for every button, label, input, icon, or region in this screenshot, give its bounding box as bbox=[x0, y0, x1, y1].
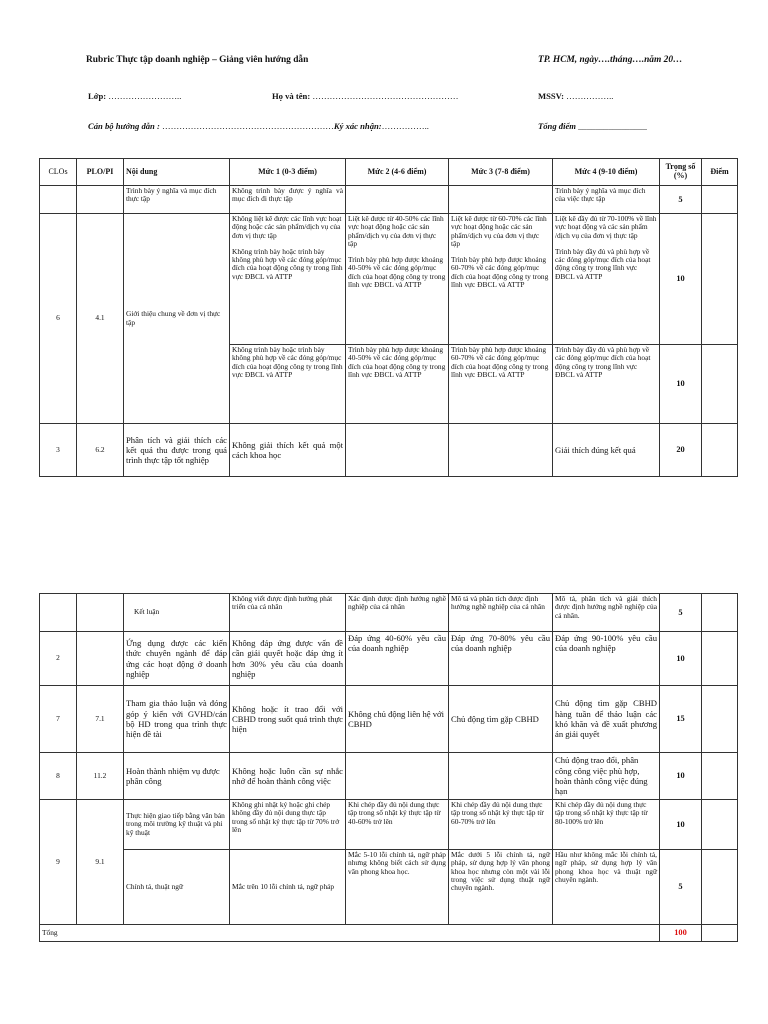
lop-field bbox=[88, 91, 181, 101]
muc3-cell: Đáp ứng 70-80% yêu cầu của doanh nghiệp bbox=[449, 632, 553, 686]
muc2-cell bbox=[346, 214, 449, 345]
col-muc4: Mức 4 (9-10 điểm) bbox=[553, 159, 660, 186]
canbo-label: Cán bộ hướng dẫn : bbox=[88, 121, 160, 131]
muc3-cell: Trình bày phù hợp được khoảng 60-70% về các đóng góp/mục đích của hoạt động công ty trong lĩnh vực ĐBCL và ATTP bbox=[449, 345, 553, 424]
muc4-cell: Giải thích đúng kết quả bbox=[553, 424, 660, 477]
muc1-cell: Không viết được định hướng phát triển của cá nhân bbox=[230, 594, 346, 632]
muc2-cell: Khi chép đầy đủ nội dung thực tập trong sổ nhật ký thực tập từ 40-60% trở lên bbox=[346, 800, 449, 850]
lop-dots: …………………….. bbox=[108, 91, 182, 101]
muc3-cell bbox=[449, 424, 553, 477]
score-input[interactable] bbox=[702, 594, 738, 632]
tongdiem-field bbox=[538, 121, 647, 131]
muc2-cell bbox=[346, 424, 449, 477]
muc3-part-a: Liệt kê được từ 60-70% các lĩnh vực hoạt động hoặc các sản phẩm/dịch vụ của đơn vị thực tập bbox=[451, 214, 547, 248]
plo-cell: 4.1 bbox=[77, 214, 124, 424]
muc4-cell: Khi chép đầy đủ nội dung thực tập trong sổ nhật ký thực tập từ 80-100% trở lên bbox=[553, 800, 660, 850]
score-input[interactable] bbox=[702, 850, 738, 925]
table-row bbox=[40, 214, 738, 345]
mssv-dots: …………….. bbox=[566, 91, 614, 101]
muc3-cell: Khi chép đầy đủ nội dung thực tập trong sổ nhật ký thực tập từ 60-70% trở lên bbox=[449, 800, 553, 850]
muc3-part-b: Trình bày phù hợp được khoảng 60-70% về các đóng góp/mục đích của hoạt động công ty trong lĩnh vực ĐBCL và ATTP bbox=[451, 255, 549, 289]
clo-cell: 7 bbox=[40, 686, 77, 753]
muc2-cell: Không chủ động liên hệ với CBHD bbox=[346, 686, 449, 753]
lop-label: Lớp: bbox=[88, 91, 107, 101]
muc3-cell bbox=[449, 186, 553, 214]
table-row bbox=[40, 686, 738, 753]
muc2-cell: Xác định được định hướng nghề nghiệp của cá nhân bbox=[346, 594, 449, 632]
xacnhan-dots: …………….. bbox=[381, 121, 429, 131]
muc4-cell: Mô tả, phân tích và giải thích được định hướng nghề nghiệp của cá nhân. bbox=[553, 594, 660, 632]
col-plo: PLO/PI bbox=[77, 159, 124, 186]
score-input[interactable] bbox=[702, 800, 738, 850]
muc2-cell bbox=[346, 186, 449, 214]
weight-cell: 10 bbox=[660, 800, 702, 850]
hoten-label: Họ và tên: bbox=[272, 91, 311, 101]
weight-cell: 10 bbox=[660, 753, 702, 800]
weight-cell: 10 bbox=[660, 345, 702, 424]
mssv-field bbox=[538, 91, 613, 101]
plo-cell bbox=[77, 632, 124, 686]
score-input[interactable] bbox=[702, 753, 738, 800]
col-noidung: Nội dung bbox=[124, 159, 230, 186]
score-input[interactable] bbox=[702, 214, 738, 345]
total-value: 100 bbox=[660, 925, 702, 942]
muc4-cell: Chủ động tìm gặp CBHD hàng tuần để thảo luận các khó khăn và đề xuất phương án giải quyết bbox=[553, 686, 660, 753]
tongdiem-line: ________________ bbox=[578, 121, 647, 131]
weight-cell: 5 bbox=[660, 186, 702, 214]
col-muc2: Mức 2 (4-6 điểm) bbox=[346, 159, 449, 186]
table-row bbox=[40, 632, 738, 686]
muc1-part-a: Không liệt kê được các lĩnh vực hoạt động hoặc các sản phẩm/dịch vụ của đơn vị thực tập bbox=[232, 214, 342, 240]
mssv-label: MSSV: bbox=[538, 91, 564, 101]
muc1-cell: Không hoặc ít trao đổi với CBHD trong suốt quá trình thực hiện bbox=[230, 686, 346, 753]
plo-cell bbox=[77, 186, 124, 214]
score-input[interactable] bbox=[702, 686, 738, 753]
total-score-input[interactable] bbox=[702, 925, 738, 942]
header-row bbox=[40, 159, 738, 186]
muc1-cell bbox=[230, 214, 346, 345]
noidung-cell: Phân tích và giải thích các kết quả thu được trong quá trình thực tập tốt nghiệp bbox=[124, 424, 230, 477]
hoten-dots: …………………………………………… bbox=[312, 91, 459, 101]
table-row bbox=[40, 186, 738, 214]
weight-cell: 10 bbox=[660, 632, 702, 686]
muc4-cell: Hầu như không mắc lỗi chính tả, ngữ pháp, sử dụng hợp lý văn phong khoa học và thuật ngữ chuyên ngành. bbox=[553, 850, 660, 925]
score-input[interactable] bbox=[702, 632, 738, 686]
clo-cell: 8 bbox=[40, 753, 77, 800]
muc2-cell: Mắc 5-10 lỗi chính tả, ngữ pháp nhưng không biết cách sử dụng văn phong khoa học. bbox=[346, 850, 449, 925]
rubric-table-1 bbox=[39, 158, 738, 477]
muc1-cell: Không hoặc luôn cần sự nhắc nhở để hoàn thành công việc bbox=[230, 753, 346, 800]
muc2-part-b: Trình bày phù hợp được khoảng 40-50% về các đóng góp/mục đích của hoạt động công ty trong lĩnh vực ĐBCL và ATTP bbox=[348, 255, 446, 289]
muc1-part-b: Không trình bày hoặc trình bày không phù hợp về các đóng góp/mục đích của hoạt động công ty trong lĩnh vực ĐBCL và ATTP bbox=[232, 246, 343, 281]
table-row bbox=[40, 594, 738, 632]
canbo-dots: …………………………………………………… bbox=[162, 121, 334, 131]
xacnhan-label: Ký xác nhận: bbox=[333, 121, 382, 131]
muc4-cell: Trình bày ý nghĩa và mục đích của việc thực tập bbox=[553, 186, 660, 214]
muc3-cell: Mắc dưới 5 lỗi chính tả, ngữ pháp, sử dụng hợp lý văn phong khoa học nhưng còn một vài lỗi trong việc sử dụng thuật ngữ chuyên ngành. bbox=[449, 850, 553, 925]
weight-cell: 5 bbox=[660, 850, 702, 925]
noidung-cell: Thực hiện giao tiếp bằng văn bản trong môi trường kỹ thuật và phi kỹ thuật bbox=[124, 800, 230, 850]
clo-cell: 6 bbox=[40, 214, 77, 424]
total-label: Tổng bbox=[40, 925, 660, 942]
plo-cell: 6.2 bbox=[77, 424, 124, 477]
score-input[interactable] bbox=[702, 186, 738, 214]
table-row bbox=[40, 800, 738, 850]
hoten-field bbox=[272, 91, 458, 101]
clo-cell: 3 bbox=[40, 424, 77, 477]
muc1-cell: Mắc trên 10 lỗi chính tả, ngữ pháp bbox=[230, 850, 346, 925]
muc4-cell: Chủ động trao đổi, phân công công việc phù hợp, hoàn thành công việc đúng hạn bbox=[553, 753, 660, 800]
muc1-cell: Không ghi nhật ký hoặc ghi chép không đầy đủ nội dung thực tập trong sổ nhật ký thực tập từ 70% trở lên bbox=[230, 800, 346, 850]
canbo-field bbox=[88, 121, 429, 131]
noidung-cell: Ứng dụng được các kiến thức chuyên ngành để đáp ứng các hoạt động ở doanh nghiệp bbox=[124, 632, 230, 686]
muc4-cell bbox=[553, 214, 660, 345]
total-row bbox=[40, 925, 738, 942]
col-diem: Điểm bbox=[702, 159, 738, 186]
muc4-part-b: Trình bày đầy đủ và phù hợp về các đóng góp/mục đích của hoạt động công ty trong lĩnh vực ĐBCL và ATTP bbox=[555, 246, 651, 281]
muc4-cell: Trình bày đầy đủ và phù hợp về các đóng góp/mục đích của hoạt động công ty trong lĩnh vực ĐBCL và ATTP bbox=[553, 345, 660, 424]
weight-cell: 5 bbox=[660, 594, 702, 632]
weight-cell: 20 bbox=[660, 424, 702, 477]
noidung-cell: Giới thiệu chung về đơn vị thực tập bbox=[124, 214, 230, 424]
clo-cell bbox=[40, 186, 77, 214]
col-clos: CLOs bbox=[40, 159, 77, 186]
tongdiem-label: Tổng điểm bbox=[538, 121, 576, 131]
muc1-cell: Không đáp ứng được vấn đề cần giải quyết hoặc đáp ứng ít hơn 30% yêu cầu của doanh nghiệp bbox=[230, 632, 346, 686]
muc2-cell: Đáp ứng 40-60% yêu cầu của doanh nghiệp bbox=[346, 632, 449, 686]
plo-cell: 9.1 bbox=[77, 800, 124, 925]
muc4-cell: Đáp ứng 90-100% yêu cầu của doanh nghiệp bbox=[553, 632, 660, 686]
muc3-cell: Mô tả và phân tích được định hướng nghề nghiệp của cá nhân bbox=[449, 594, 553, 632]
rubric-title: Rubric Thực tập doanh nghiệp – Giảng viên hướng dẫn bbox=[86, 55, 309, 65]
muc3-cell: Chủ động tìm gặp CBHD bbox=[449, 686, 553, 753]
muc2-part-a: Liệt kê được từ 40-50% các lĩnh vực hoạt động hoặc các sản phẩm/dịch vụ của đơn vị thực tập bbox=[348, 214, 444, 248]
plo-cell: 7.1 bbox=[77, 686, 124, 753]
muc2-cell bbox=[346, 753, 449, 800]
clo-cell: 2 bbox=[40, 632, 77, 686]
col-trongso: Trọng số (%) bbox=[660, 159, 702, 186]
muc1-cell: Không trình bày hoặc trình bày không phù hợp về các đóng góp/mục đích của hoạt động công ty trong lĩnh vực ĐBCL và ATTP bbox=[230, 345, 346, 424]
muc3-cell bbox=[449, 753, 553, 800]
noidung-cell: Chính tả, thuật ngữ bbox=[124, 850, 230, 925]
muc4-part-a: Liệt kê đầy đủ từ 70-100% về lĩnh vực hoạt động và các sản phẩm /dịch vụ của đơn vị thực tập bbox=[555, 214, 657, 240]
score-input[interactable] bbox=[702, 345, 738, 424]
clo-cell: 9 bbox=[40, 800, 77, 925]
noidung-cell: Trình bày ý nghĩa và mục đích thực tập bbox=[124, 186, 230, 214]
plo-cell bbox=[77, 594, 124, 632]
muc1-cell: Không trình bày được ý nghĩa và mục đích đi thực tập bbox=[230, 186, 346, 214]
weight-cell: 10 bbox=[660, 214, 702, 345]
date-line: TP. HCM, ngày….tháng….năm 20… bbox=[538, 55, 683, 65]
noidung-cell: Tham gia thảo luận và đóng góp ý kiến với GVHD/cán bộ HD trong qua trình thực hiện đề tài bbox=[124, 686, 230, 753]
noidung-cell: Hoàn thành nhiệm vụ được phân công bbox=[124, 753, 230, 800]
rubric-table-2 bbox=[39, 593, 738, 942]
clo-cell bbox=[40, 594, 77, 632]
table-row bbox=[40, 753, 738, 800]
col-muc3: Mức 3 (7-8 điểm) bbox=[449, 159, 553, 186]
col-muc1: Mức 1 (0-3 điểm) bbox=[230, 159, 346, 186]
score-input[interactable] bbox=[702, 424, 738, 477]
plo-cell: 11.2 bbox=[77, 753, 124, 800]
muc1-cell: Không giải thích kết quả một cách khoa học bbox=[230, 424, 346, 477]
weight-cell: 15 bbox=[660, 686, 702, 753]
noidung-cell: Kết luận bbox=[124, 594, 230, 632]
muc2-cell: Trình bày phù hợp được khoảng 40-50% về các đóng góp/mục đích của hoạt động công ty trong lĩnh vực ĐBCL và ATTP bbox=[346, 345, 449, 424]
table-row bbox=[40, 424, 738, 477]
table-row bbox=[40, 850, 738, 925]
muc3-cell bbox=[449, 214, 553, 345]
